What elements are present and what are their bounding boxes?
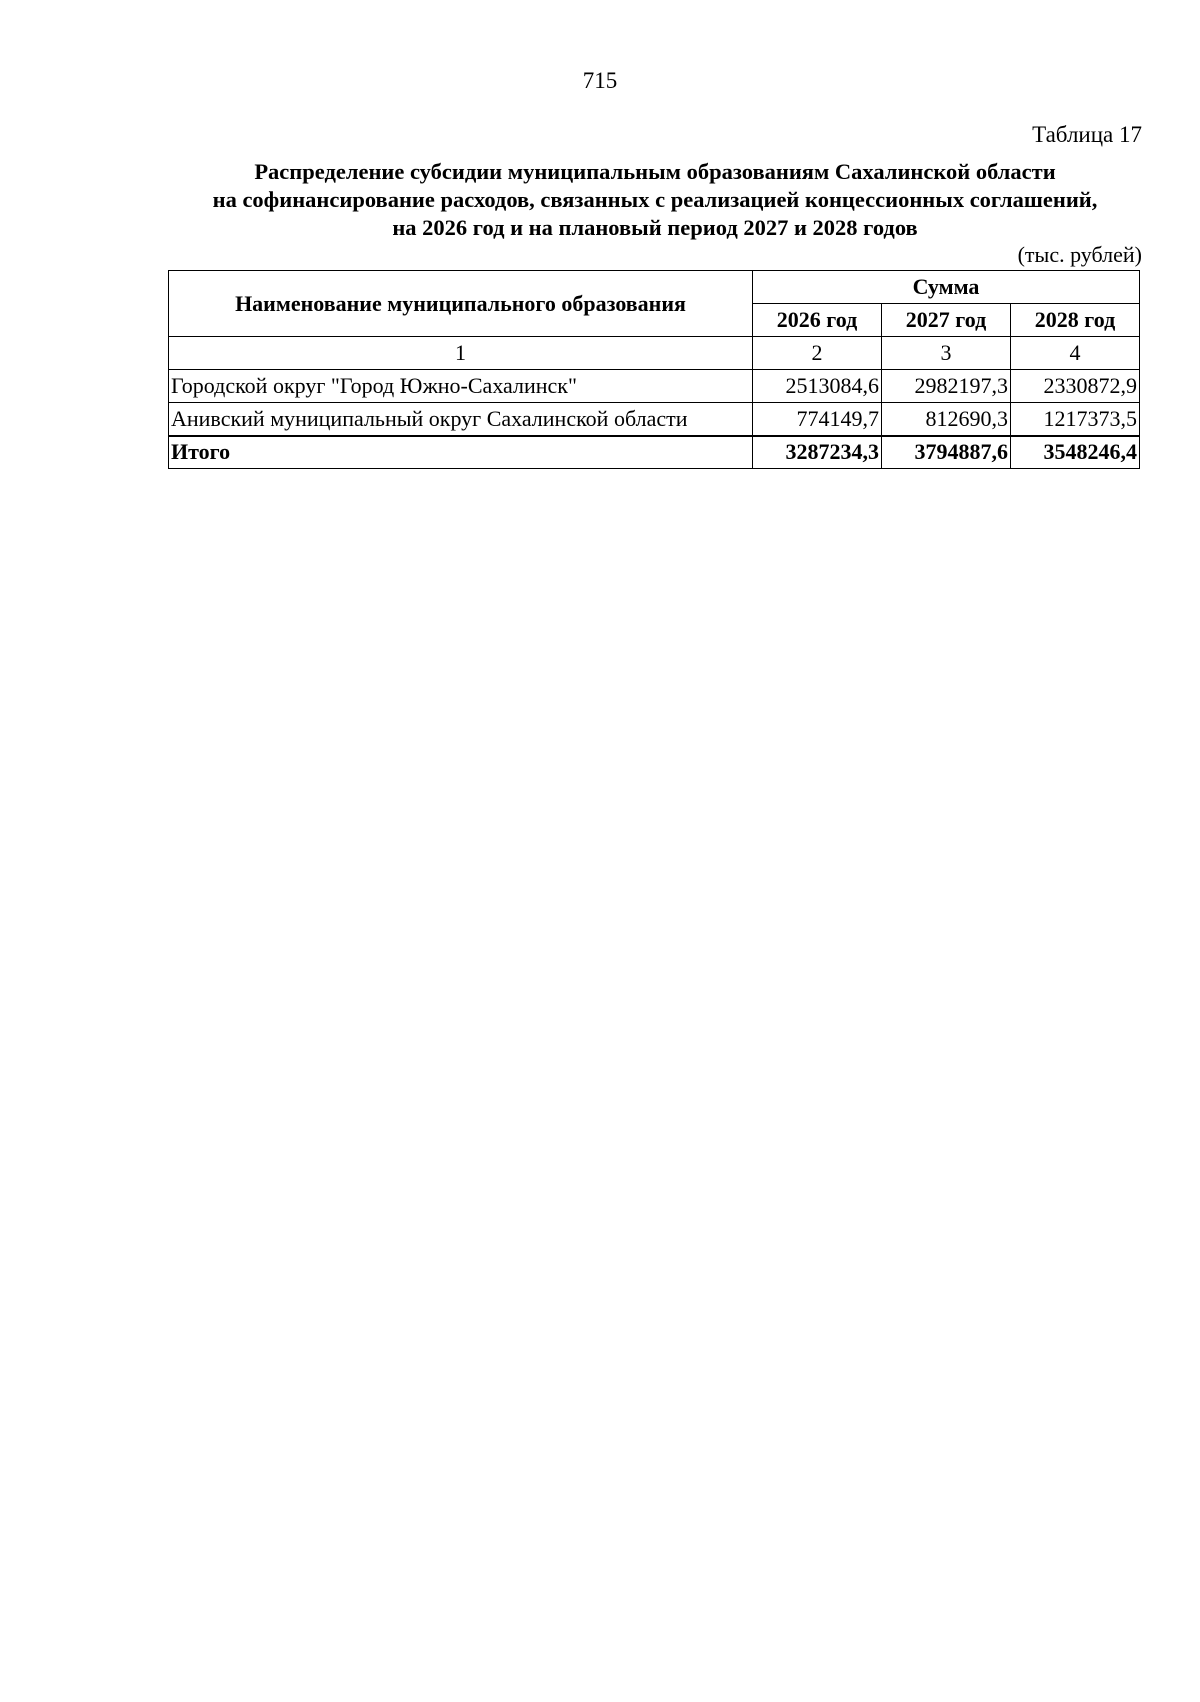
table-row bbox=[169, 403, 1140, 436]
value-2028: 2330872,9 bbox=[1011, 370, 1140, 403]
header-name: Наименование муниципального образования bbox=[169, 271, 753, 337]
value-2028: 1217373,5 bbox=[1011, 403, 1140, 436]
title-line-1: Распределение субсидии муниципальным образованиям Сахалинской области bbox=[254, 159, 1056, 184]
header-sum: Сумма bbox=[753, 271, 1140, 304]
total-2027: 3794887,6 bbox=[882, 436, 1011, 469]
total-2028: 3548246,4 bbox=[1011, 436, 1140, 469]
title-line-2: на софинансирование расходов, связанных с реализацией концессионных соглашений, bbox=[212, 187, 1098, 212]
subsidy-table bbox=[168, 270, 1140, 469]
units-label: (тыс. рублей) bbox=[1017, 242, 1142, 267]
table-row bbox=[169, 370, 1140, 403]
column-index: 4 bbox=[1011, 337, 1140, 370]
table-label: Таблица 17 bbox=[1032, 122, 1142, 147]
total-label: Итого bbox=[169, 436, 753, 469]
total-2026: 3287234,3 bbox=[753, 436, 882, 469]
total-row bbox=[169, 436, 1140, 469]
value-2026: 2513084,6 bbox=[753, 370, 882, 403]
municipality-name: Анивский муниципальный округ Сахалинской области bbox=[169, 403, 753, 436]
column-index-row bbox=[169, 337, 1140, 370]
header-year-2028: 2028 год bbox=[1011, 304, 1140, 337]
title-line-3: на 2026 год и на плановый период 2027 и 2028 годов bbox=[392, 215, 918, 240]
value-2026: 774149,7 bbox=[753, 403, 882, 436]
column-index: 2 bbox=[753, 337, 882, 370]
page-number: 715 bbox=[582, 68, 618, 93]
value-2027: 2982197,3 bbox=[882, 370, 1011, 403]
header-year-2027: 2027 год bbox=[882, 304, 1011, 337]
document-title bbox=[160, 158, 1150, 242]
column-index: 3 bbox=[882, 337, 1011, 370]
column-index: 1 bbox=[169, 337, 753, 370]
municipality-name: Городской округ "Город Южно-Сахалинск" bbox=[169, 370, 753, 403]
header-row-1 bbox=[169, 271, 1140, 304]
value-2027: 812690,3 bbox=[882, 403, 1011, 436]
header-year-2026: 2026 год bbox=[753, 304, 882, 337]
